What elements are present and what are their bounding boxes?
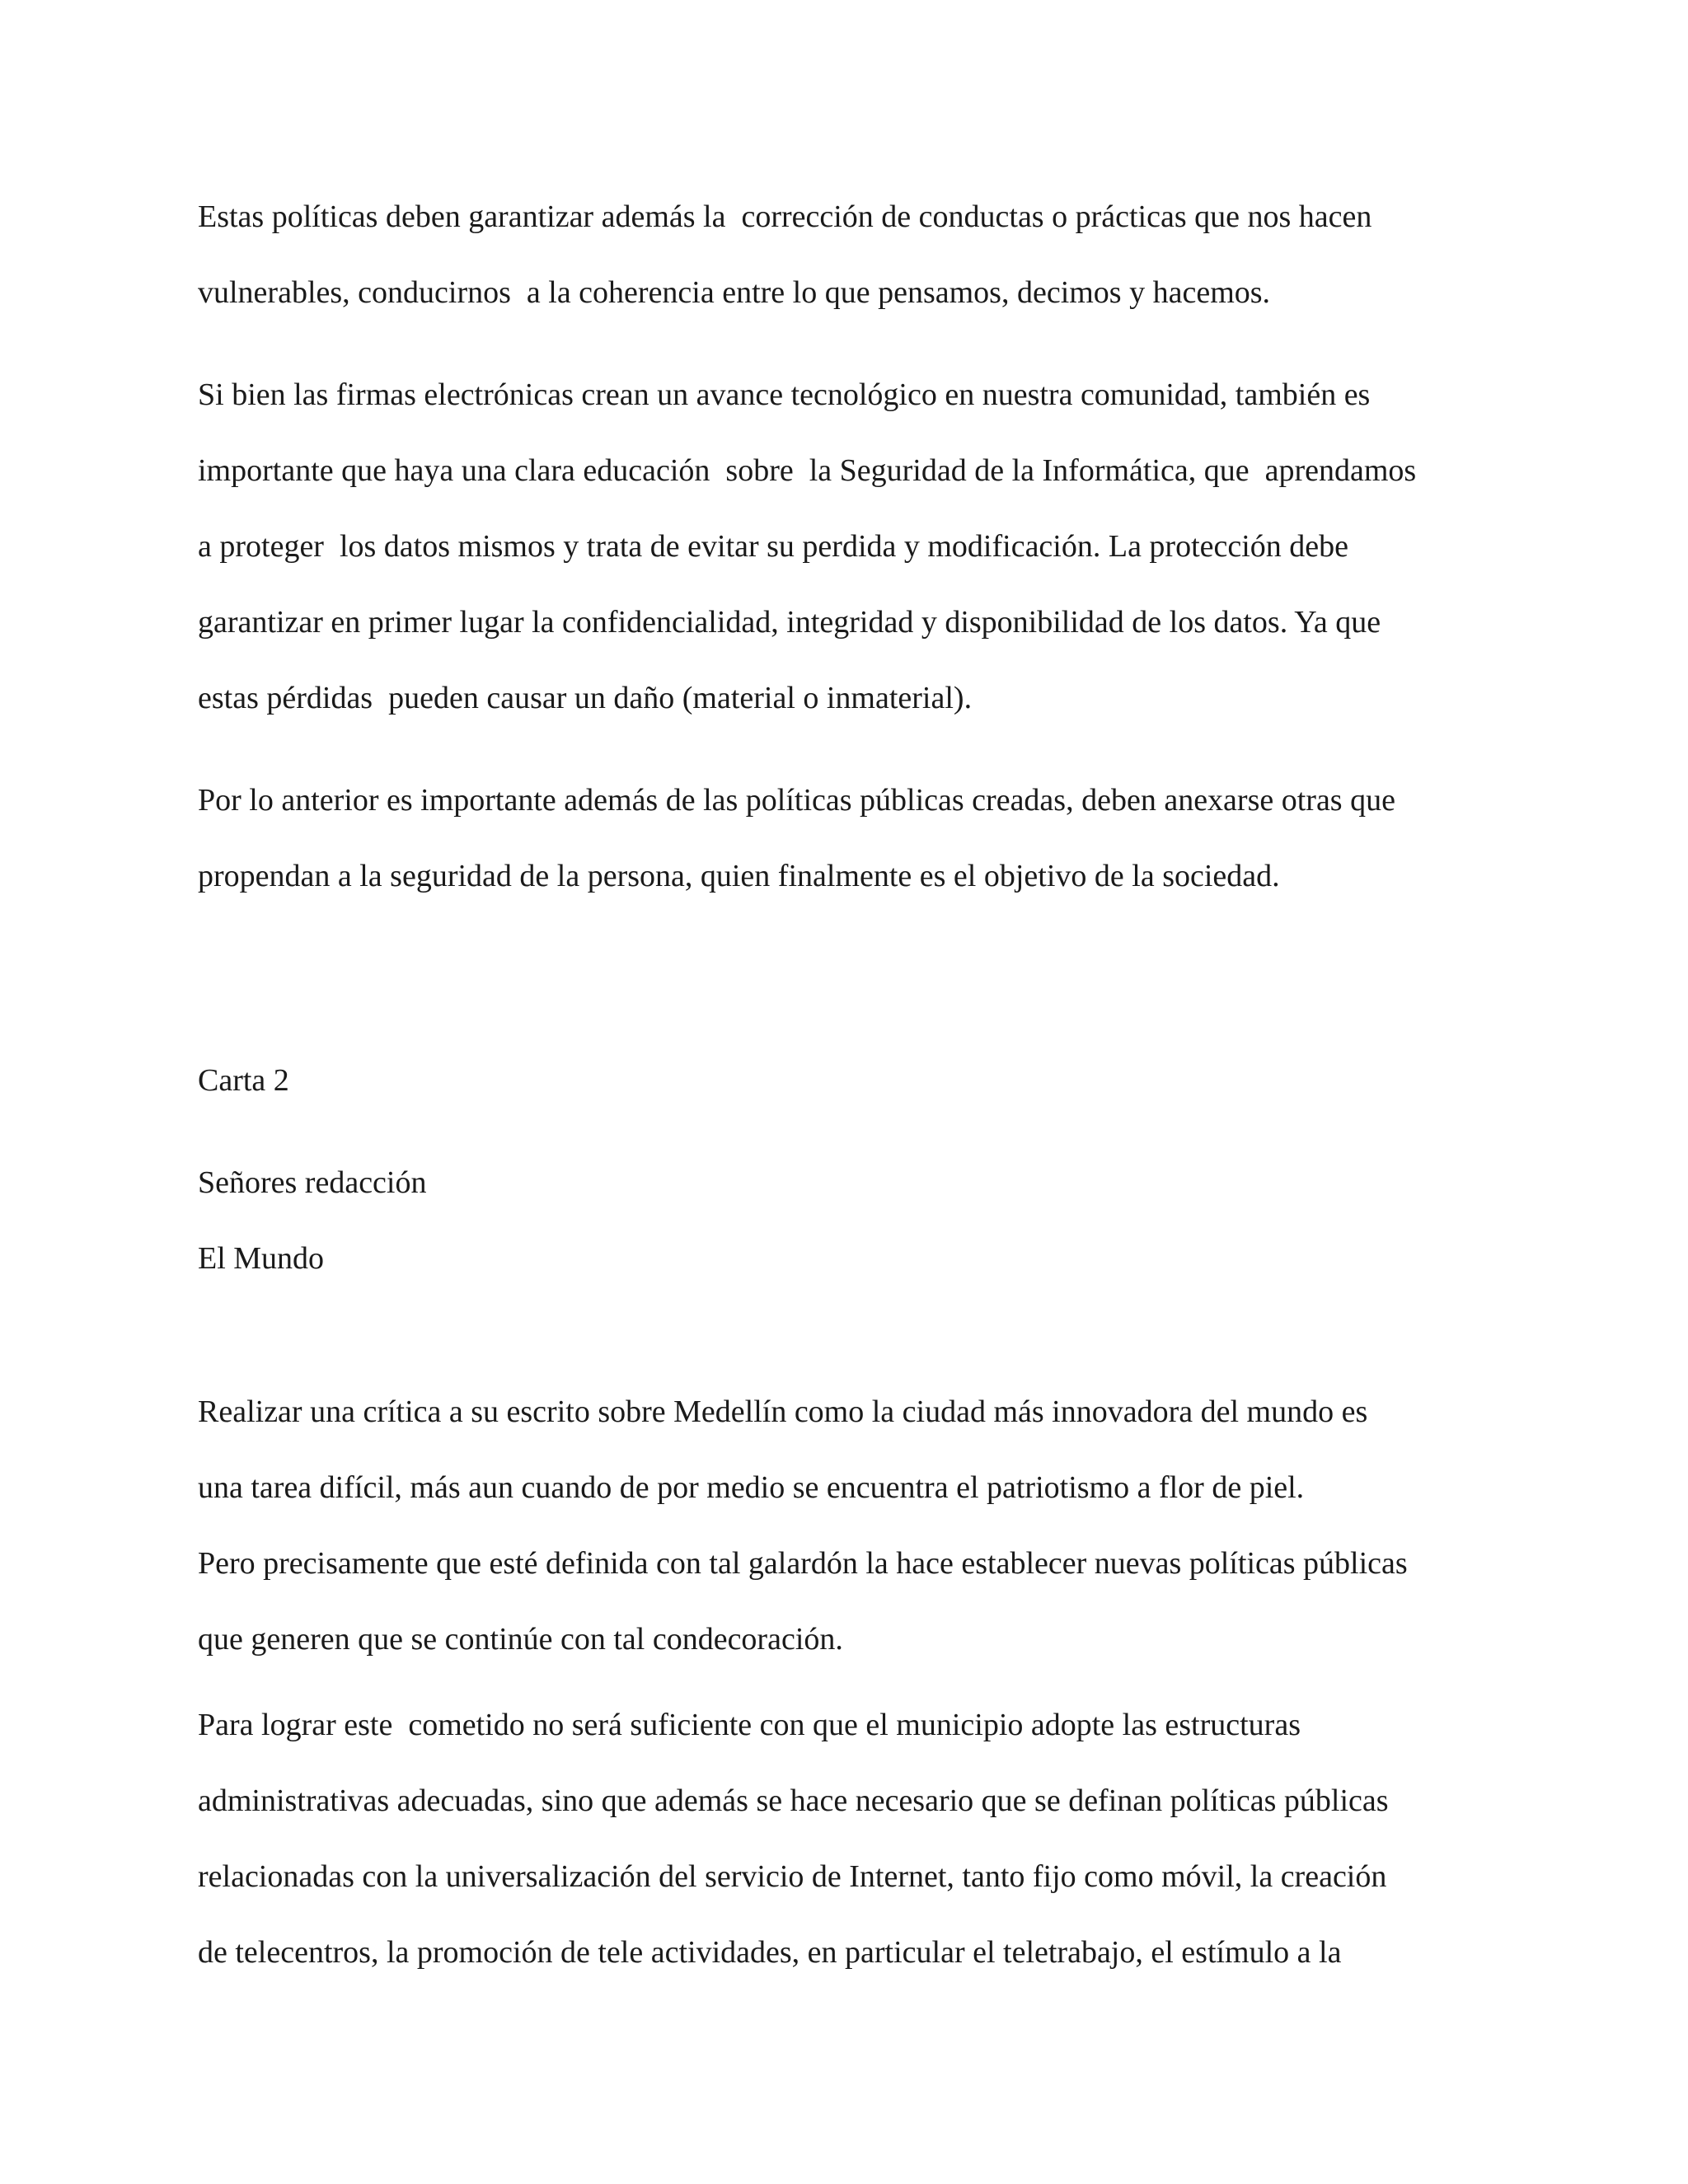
salutation: Señores redacción bbox=[198, 1165, 427, 1200]
letter-heading: Carta 2 bbox=[198, 1063, 289, 1098]
text-line: Pero precisamente que esté definida con tal galardón la hace establecer nuevas políticas públicas bbox=[198, 1546, 1408, 1581]
text-line: vulnerables, conducirnos a la coherencia entre lo que pensamos, decimos y hacemos. bbox=[198, 275, 1271, 310]
text-line: una tarea difícil, más aun cuando de por medio se encuentra el patriotismo a flor de piel. bbox=[198, 1470, 1305, 1505]
text-line: relacionadas con la universalización del servicio de Internet, tanto fijo como móvil, la creación bbox=[198, 1859, 1387, 1894]
text-line: a proteger los datos mismos y trata de evitar su perdida y modificación. La protección debe bbox=[198, 529, 1349, 564]
text-line: administrativas adecuadas, sino que además se hace necesario que se definan políticas públicas bbox=[198, 1783, 1389, 1818]
text-line: que generen que se continúe con tal condecoración. bbox=[198, 1622, 843, 1657]
text-line: estas pérdidas pueden causar un daño (material o inmaterial). bbox=[198, 681, 973, 715]
text-line: importante que haya una clara educación sobre la Seguridad de la Informática, que aprendamos bbox=[198, 453, 1417, 488]
text-line: garantizar en primer lugar la confidencialidad, integridad y disponibilidad de los datos. Ya que bbox=[198, 605, 1381, 640]
publication-name: El Mundo bbox=[198, 1241, 325, 1276]
text-line: Para lograr este cometido no será suficiente con que el municipio adopte las estructuras bbox=[198, 1708, 1301, 1742]
text-line: Por lo anterior es importante además de las políticas públicas creadas, deben anexarse otras que bbox=[198, 783, 1395, 818]
text-line: propendan a la seguridad de la persona, quien finalmente es el objetivo de la sociedad. bbox=[198, 859, 1280, 893]
text-line: Estas políticas deben garantizar además la corrección de conductas o prácticas que nos hacen bbox=[198, 199, 1372, 234]
text-line: Si bien las firmas electrónicas crean un avance tecnológico en nuestra comunidad, también es bbox=[198, 377, 1371, 412]
text-line: de telecentros, la promoción de tele actividades, en particular el teletrabajo, el estímulo a la bbox=[198, 1935, 1342, 1970]
text-line: Realizar una crítica a su escrito sobre Medellín como la ciudad más innovadora del mundo es bbox=[198, 1394, 1368, 1429]
